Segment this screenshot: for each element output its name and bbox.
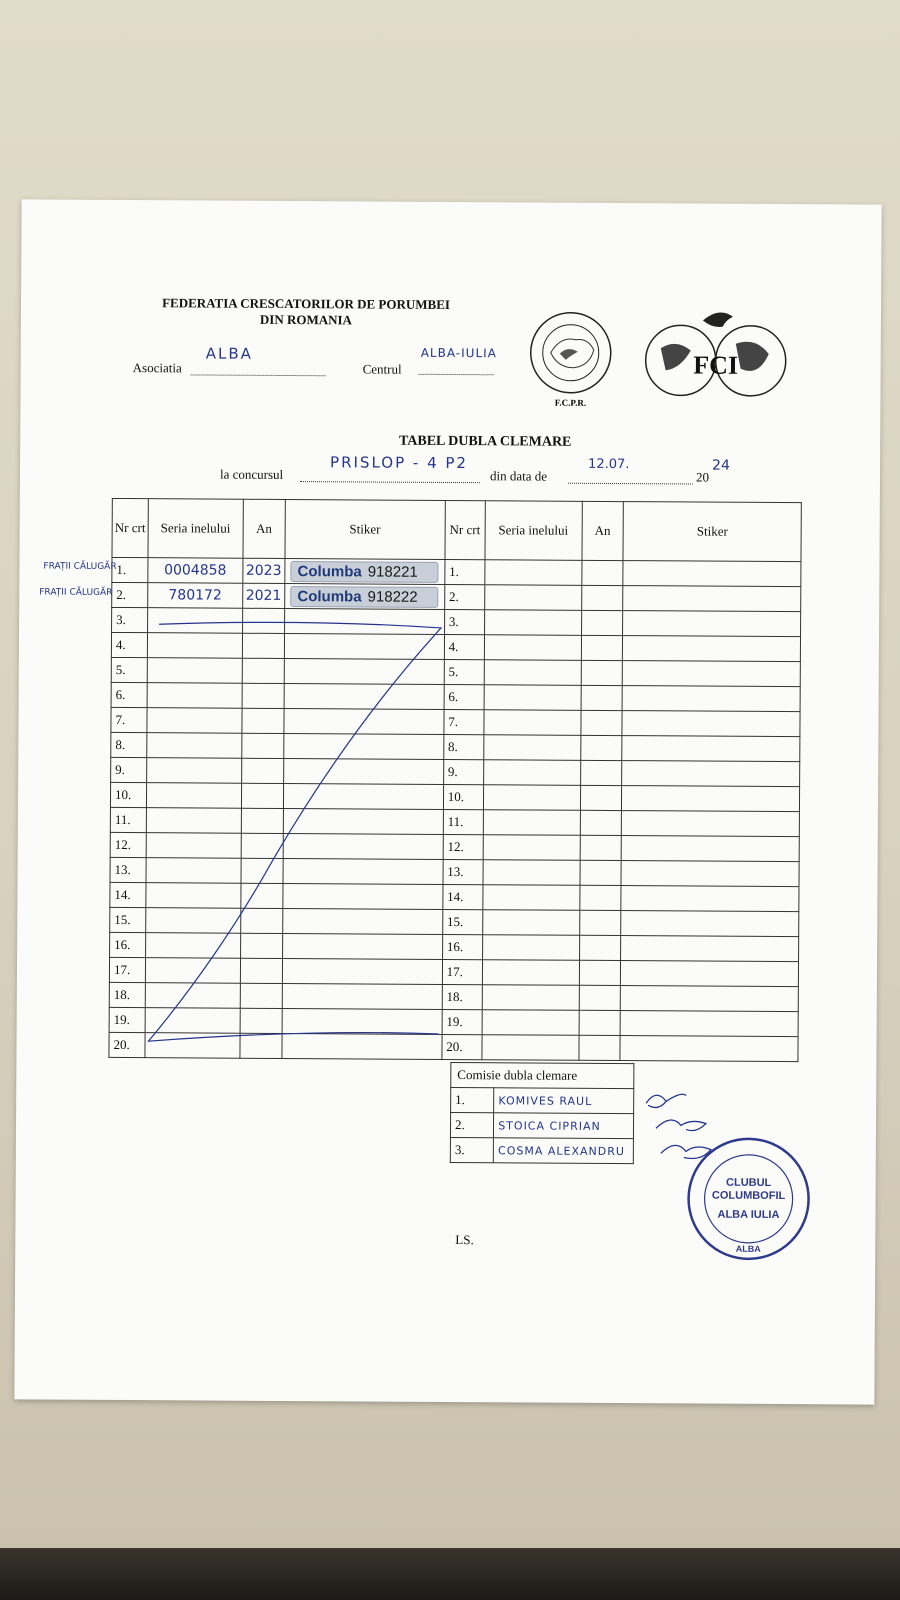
row-serie-right	[482, 985, 579, 1011]
signature-2	[656, 1120, 706, 1131]
comisie-title: Comisie dubla clemare	[451, 1063, 634, 1089]
row-nr-left: 5.	[111, 657, 147, 682]
asociatia-label: Asociatia	[132, 360, 182, 376]
row-nr-right: 15.	[442, 909, 482, 934]
row-serie-right	[484, 660, 581, 686]
row-nr-left: 4.	[111, 632, 147, 657]
federation-title-line1: FEDERATIA CRESCATORILOR DE PORUMBEI	[162, 295, 451, 313]
header-seria-left: Seria inelului	[148, 499, 243, 559]
concurs-value: PRISLOP - 4 P2	[330, 453, 469, 473]
row-serie-right	[483, 885, 580, 911]
row-an-right	[581, 585, 623, 610]
row-nr-left: 16.	[110, 932, 146, 957]
row-nr-left: 17.	[109, 957, 145, 982]
row-nr-right: 9.	[443, 759, 483, 784]
document-page	[14, 199, 881, 1404]
stamp-line3: ALBA IULIA	[717, 1208, 780, 1222]
row-serie-right	[482, 1010, 579, 1036]
stamp-bottom: ALBA	[735, 1243, 761, 1254]
row-nr-right: 3.	[444, 609, 484, 634]
row-stiker-right	[623, 561, 801, 587]
row-serie-right	[484, 710, 581, 736]
globe-right-continents	[736, 342, 769, 371]
row-an-right	[580, 735, 622, 760]
row-serie-right	[483, 785, 580, 811]
owner-note-2: FRAȚII CĂLUGĂR	[39, 587, 113, 598]
row-stiker-right	[621, 986, 799, 1012]
header-an-right: An	[581, 501, 623, 560]
header-an-left: An	[243, 499, 285, 558]
comisie-nr: 1.	[451, 1088, 494, 1113]
sticker-code: 918221	[367, 563, 418, 581]
row-nr-right: 2.	[444, 584, 484, 609]
row-an-right	[579, 935, 621, 960]
row-stiker-right	[622, 736, 800, 762]
row-an-right	[579, 985, 621, 1010]
row-serie-right	[482, 935, 579, 961]
fcpr-abbr: F.C.P.R.	[554, 397, 587, 408]
stamp-line2: COLUMBOFIL	[711, 1189, 786, 1203]
club-stamp	[683, 1133, 814, 1264]
row-nr-right: 14.	[443, 884, 483, 909]
globe-left-continents	[661, 344, 691, 371]
row-an-right	[581, 685, 623, 710]
centrul-value: ALBA-IULIA	[420, 345, 497, 361]
row-an-right	[579, 910, 621, 935]
date-label: din data de	[489, 468, 548, 484]
row-nr-left: 6.	[111, 682, 147, 707]
row-nr-right: 16.	[442, 934, 482, 959]
row-stiker-right	[622, 711, 800, 737]
row-serie-right	[485, 560, 582, 586]
year-value: 24	[712, 457, 730, 474]
row-stiker-right	[623, 636, 801, 662]
centrul-dots	[419, 360, 494, 375]
row-an-right	[580, 810, 622, 835]
row-nr-left: 10.	[110, 782, 146, 807]
row-nr-right: 1.	[445, 559, 485, 584]
row-nr-left: 19.	[109, 1007, 145, 1032]
row-an-right	[579, 860, 621, 885]
row-nr-right: 19.	[442, 1009, 482, 1034]
row-nr-right: 10.	[443, 784, 483, 809]
row-an-right	[581, 660, 623, 685]
form-title: TABEL DUBLA CLEMARE	[398, 433, 572, 450]
row-an-right	[580, 710, 622, 735]
comisie-member-name: KOMIVES RAUL	[494, 1088, 634, 1114]
row-serie-right	[484, 610, 581, 636]
date-dots	[568, 469, 693, 485]
row-serie-right	[483, 860, 580, 886]
row-nr-left: 13.	[110, 857, 146, 882]
comisie-nr: 3.	[450, 1138, 493, 1163]
header-stiker-left: Stiker	[285, 499, 445, 559]
row-stiker-right	[621, 961, 799, 987]
row-nr-left: 7.	[111, 707, 147, 732]
row-serie-left: 780172	[148, 583, 243, 609]
row-serie-right	[484, 585, 581, 611]
comisie-body	[450, 1088, 633, 1164]
row-stiker-right	[621, 861, 799, 887]
comisie-member-name: STOICA CIPRIAN	[494, 1113, 634, 1139]
row-an-right	[579, 960, 621, 985]
dove-silhouette	[560, 349, 578, 360]
cancel-stroke	[108, 556, 451, 1058]
row-nr-right: 20.	[442, 1034, 482, 1059]
row-serie-right	[482, 1035, 579, 1061]
row-serie-right	[484, 685, 581, 711]
row-stiker-right	[620, 1011, 798, 1037]
row-stiker-right	[621, 936, 799, 962]
row-an-right	[579, 885, 621, 910]
owner-note-1: FRAȚII CĂLUGĂR	[43, 561, 117, 572]
comisie-row	[450, 1138, 633, 1164]
row-nr-left: 12.	[110, 832, 146, 857]
row-nr-left: 3.	[112, 607, 148, 632]
sticker-brand: Columba	[297, 587, 362, 605]
row-stiker-right	[622, 811, 800, 837]
comisie-title-row	[451, 1063, 634, 1089]
header-seria-right: Seria inelului	[485, 501, 582, 561]
centrul-label: Centrul	[362, 361, 402, 377]
row-nr-right: 4.	[444, 634, 484, 659]
floor-strip	[0, 1548, 900, 1600]
row-nr-right: 7.	[444, 709, 484, 734]
row-nr-right: 8.	[444, 734, 484, 759]
comisie-nr: 2.	[450, 1113, 493, 1138]
comisie-table	[450, 1062, 635, 1164]
row-an-right	[581, 610, 623, 635]
pigeon-silhouette	[703, 312, 733, 327]
row-stiker-right	[620, 1036, 798, 1062]
row-nr-left: 15.	[110, 907, 146, 932]
date-value: 12.07.	[588, 456, 630, 473]
row-nr-left: 9.	[111, 757, 147, 782]
comisie-row	[450, 1113, 633, 1139]
row-stiker-right	[622, 836, 800, 862]
fci-letters: FCI	[693, 350, 739, 380]
row-an-right	[580, 785, 622, 810]
row-stiker-right	[621, 911, 799, 937]
concurs-label: la concursul	[219, 466, 284, 482]
asociatia-value: ALBA	[205, 344, 253, 363]
row-nr-right: 18.	[442, 984, 482, 1009]
header-stiker-right: Stiker	[623, 502, 801, 562]
federation-title-line2: DIN ROMANIA	[259, 311, 353, 328]
row-serie-right	[483, 760, 580, 786]
fcpr-logo	[515, 297, 626, 413]
row-an-right	[579, 1010, 621, 1035]
row-stiker-right	[623, 611, 801, 637]
row-nr-right: 12.	[443, 834, 483, 859]
comisie-member-name: COSMA ALEXANDRU	[494, 1138, 634, 1164]
row-stiker-right	[623, 586, 801, 612]
row-nr-right: 13.	[443, 859, 483, 884]
row-stiker-right	[622, 686, 800, 712]
row-nr-left: 2.	[112, 582, 148, 607]
row-nr-left: 14.	[110, 882, 146, 907]
row-serie-left: 0004858	[148, 558, 243, 584]
row-stiker-right	[622, 786, 800, 812]
stamp-line1: CLUBUL	[726, 1176, 772, 1189]
row-nr-right: 11.	[443, 809, 483, 834]
row-an-right	[580, 760, 622, 785]
cancel-stroke-path	[149, 622, 442, 1043]
comisie-row	[451, 1088, 634, 1114]
year-prefix: 20	[695, 469, 710, 485]
row-nr-right: 5.	[444, 659, 484, 684]
row-an-left: 2021	[243, 583, 285, 608]
row-nr-right: 17.	[442, 959, 482, 984]
row-nr-left: 11.	[110, 807, 146, 832]
sticker-code: 918222	[367, 588, 418, 606]
row-nr-left: 8.	[111, 732, 147, 757]
row-an-right	[581, 560, 623, 585]
row-stiker-right	[623, 661, 801, 687]
row-serie-right	[482, 960, 579, 986]
row-serie-right	[482, 910, 579, 936]
sticker-brand: Columba	[297, 562, 362, 580]
federation-title	[126, 295, 486, 329]
row-nr-left: 1.	[112, 557, 148, 582]
row-serie-right	[483, 835, 580, 861]
row-serie-right	[484, 635, 581, 661]
row-an-right	[580, 835, 622, 860]
fci-logo	[640, 298, 791, 409]
row-an-left: 2023	[243, 558, 285, 583]
ls-mark: LS.	[455, 1232, 474, 1248]
row-stiker-right	[621, 886, 799, 912]
signature-1	[646, 1094, 686, 1108]
row-an-right	[578, 1035, 620, 1060]
header-nr-right: Nr crt	[445, 500, 485, 559]
row-serie-right	[483, 735, 580, 761]
row-nr-left: 18.	[109, 982, 145, 1007]
header-nr-left: Nr crt	[112, 498, 148, 557]
row-an-right	[581, 635, 623, 660]
asociatia-dots	[191, 360, 326, 376]
row-nr-left: 20.	[109, 1032, 145, 1057]
table-header-row	[112, 498, 801, 561]
row-serie-right	[483, 810, 580, 836]
row-nr-right: 6.	[444, 684, 484, 709]
row-stiker-right	[622, 761, 800, 787]
